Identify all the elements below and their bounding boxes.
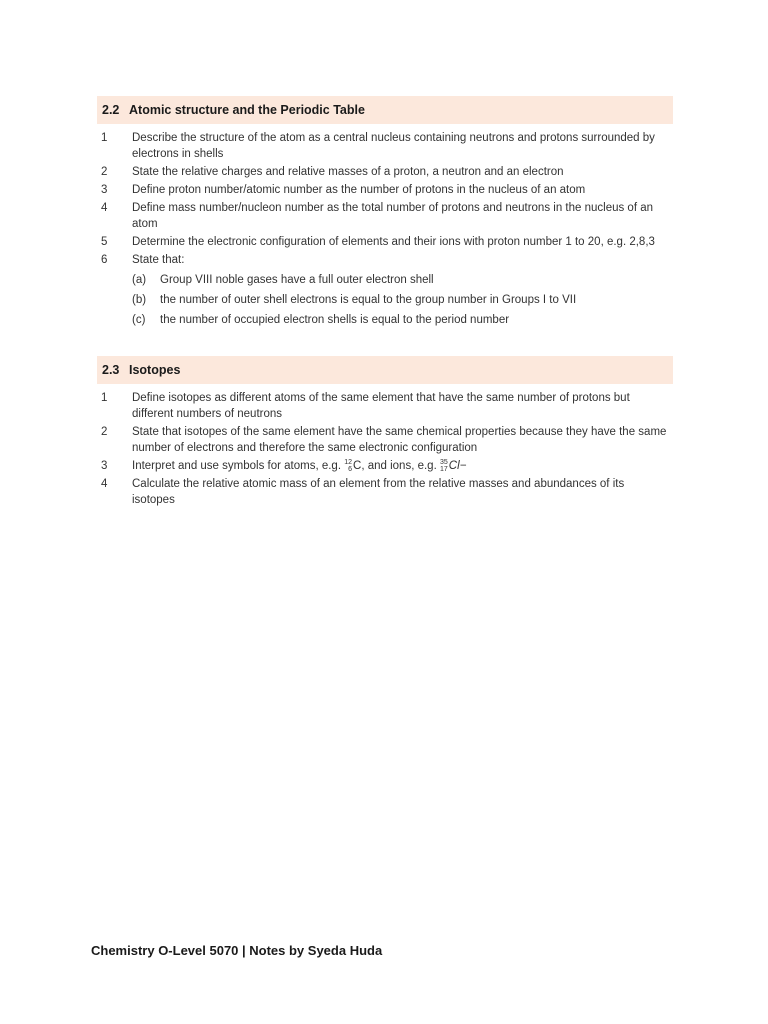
chlorine-mass-number: 35 — [439, 458, 448, 466]
carbon-atomic-number: 6 — [348, 465, 353, 473]
section-atomic-structure — [97, 96, 673, 332]
section-number: 2.2 — [102, 103, 120, 117]
sub-item — [97, 292, 673, 308]
item-number: 1 — [101, 392, 108, 404]
sub-item-text: Group VIII noble gases have a full outer electron shell — [160, 274, 434, 286]
list-item — [97, 182, 673, 198]
section-heading — [97, 356, 673, 384]
list-item — [97, 234, 673, 250]
item-number: 2 — [101, 426, 108, 438]
list-item — [97, 130, 673, 162]
item-list — [97, 130, 673, 328]
list-item — [97, 476, 673, 508]
item-text: Define isotopes as different atoms of the same element that have the same number of protons but different numbers of neutrons — [132, 392, 630, 420]
chlorine-symbol: Cl− — [448, 460, 467, 472]
item-text: State that: — [132, 254, 185, 266]
page-footer: Chemistry O-Level 5070 | Notes by Syeda Huda — [91, 943, 383, 958]
item-text: State the relative charges and relative masses of a proton, a neutron and an electron — [132, 166, 564, 178]
item-text: State that isotopes of the same element have the same chemical properties because they have the same number of electrons and therefore the same electronic configuration — [132, 426, 667, 454]
item-number: 6 — [101, 254, 108, 266]
section-title: Atomic structure and the Periodic Table — [129, 103, 365, 117]
sub-item-text: the number of outer shell electrons is equal to the group number in Groups I to VII — [160, 294, 577, 306]
item-number: 4 — [101, 202, 108, 214]
item-number: 3 — [101, 460, 108, 472]
list-item — [97, 252, 673, 268]
list-item — [97, 200, 673, 232]
item-text: Describe the structure of the atom as a central nucleus containing neutrons and protons surrounded by electrons in shells — [132, 132, 655, 160]
section-number: 2.3 — [102, 363, 120, 377]
item-number: 1 — [101, 132, 108, 144]
sub-item-label: (b) — [132, 294, 147, 306]
item-text-prefix: Interpret and use symbols for atoms, e.g. — [132, 460, 345, 472]
item-text: Determine the electronic configuration of elements and their ions with proton number 1 to 20, e.g. 2,8,3 — [132, 236, 655, 248]
item-number: 5 — [101, 236, 108, 248]
list-item — [97, 458, 673, 474]
list-item — [97, 424, 673, 456]
item-number: 2 — [101, 166, 108, 178]
sub-item-label: (c) — [132, 314, 146, 326]
sub-item — [97, 312, 673, 328]
sub-item-label: (a) — [132, 274, 147, 286]
sub-item — [97, 272, 673, 288]
item-list — [97, 390, 673, 508]
item-text: Define proton number/atomic number as the number of protons in the nucleus of an atom — [132, 184, 586, 196]
item-text: Define mass number/nucleon number as the total number of protons and neutrons in the nucleus of an atom — [132, 202, 654, 230]
item-text — [132, 458, 673, 474]
chlorine-atomic-number: 17 — [439, 465, 448, 473]
section-isotopes — [97, 356, 673, 510]
item-text-middle: , and ions, e.g. — [361, 460, 440, 472]
item-number: 3 — [101, 184, 108, 196]
section-title: Isotopes — [129, 363, 181, 377]
sub-item-text: the number of occupied electron shells is equal to the period number — [160, 314, 510, 326]
list-item — [97, 390, 673, 422]
carbon-mass-number: 12 — [344, 458, 353, 466]
item-number: 4 — [101, 478, 108, 490]
list-item — [97, 164, 673, 180]
item-text: Calculate the relative atomic mass of an element from the relative masses and abundances of its isotopes — [132, 478, 625, 506]
carbon-symbol: C — [353, 460, 362, 472]
chlorine-isotope-numbers — [440, 459, 448, 473]
carbon-isotope-numbers — [344, 459, 352, 473]
section-heading — [97, 96, 673, 124]
